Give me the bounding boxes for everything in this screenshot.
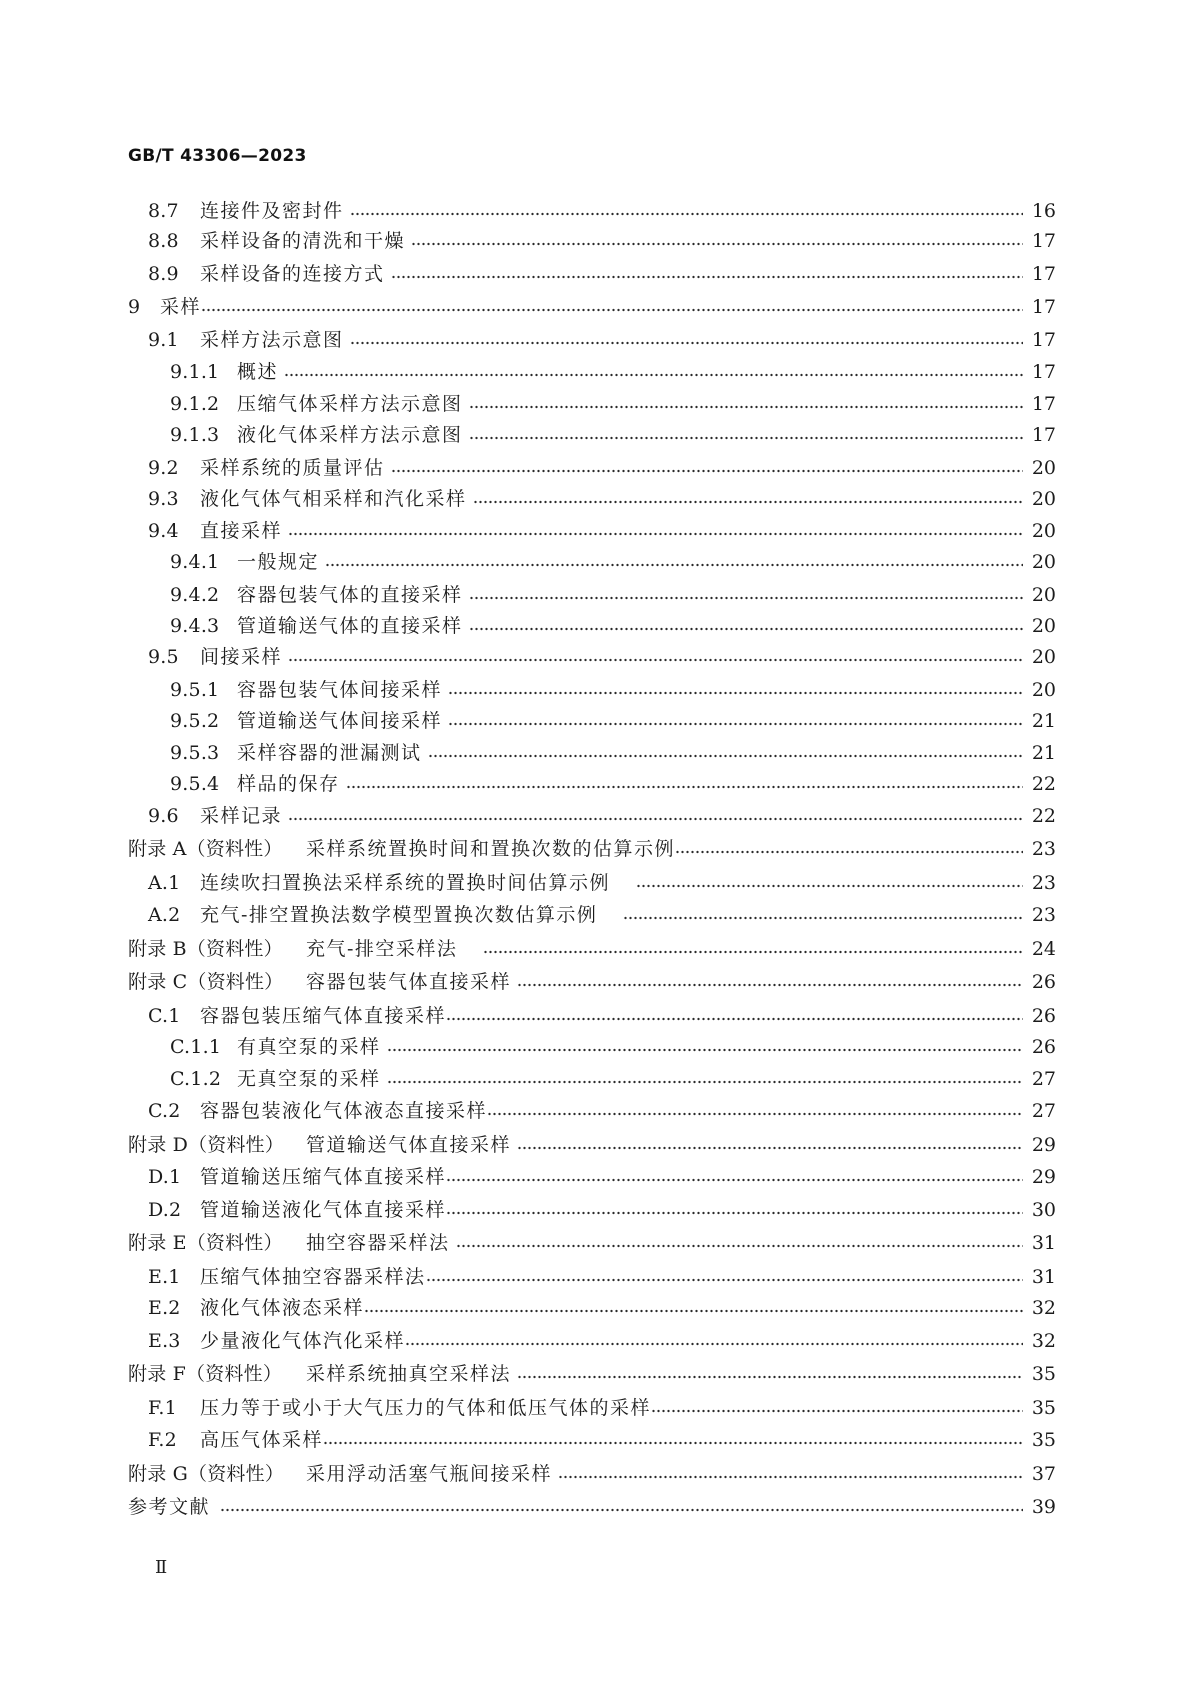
toc-entry-9-5-2[interactable] xyxy=(0,706,1191,736)
toc-entry-title: 管道输送气体直接采样 xyxy=(306,1134,512,1156)
toc-entry-title: 采样记录 xyxy=(200,805,283,827)
toc-entry-title: 采样系统的质量评估 xyxy=(200,457,385,479)
toc-entry-number: C.1 xyxy=(148,1005,181,1027)
toc-entry-page: 26 xyxy=(1031,1005,1056,1027)
leader-dots xyxy=(517,967,1023,997)
toc-entry-title: 直接采样 xyxy=(200,520,283,542)
toc-entry-page: 20 xyxy=(1031,615,1056,637)
toc-entry-title: 样品的保存 xyxy=(237,773,340,795)
toc-entry-e-3[interactable] xyxy=(0,1326,1191,1356)
toc-entry-c-2[interactable] xyxy=(0,1096,1191,1126)
toc-entry-title: 容器包装压缩气体直接采样 xyxy=(200,1005,447,1027)
toc-entry-9-5[interactable] xyxy=(0,642,1191,672)
leader-dots xyxy=(487,1096,1023,1126)
toc-entry-9-4[interactable] xyxy=(0,516,1191,546)
toc-entry-page: 35 xyxy=(1031,1397,1056,1419)
toc-entry-page: 20 xyxy=(1031,488,1056,510)
toc-entry-8-7[interactable] xyxy=(0,196,1191,226)
toc-entry-number: 9.2 xyxy=(148,457,179,479)
toc-entry-title: 连续吹扫置换法采样系统的置换时间估算示例 xyxy=(200,872,611,894)
toc-entry-title: 高压气体采样 xyxy=(200,1429,324,1451)
toc-entry-appendix-a[interactable] xyxy=(0,834,1191,864)
toc-entry-9[interactable] xyxy=(0,292,1191,322)
toc-entry-9-1-3[interactable] xyxy=(0,420,1191,450)
toc-entry-number: A.2 xyxy=(148,904,181,926)
toc-entry-title: 充气-排空置换法数学模型置换次数估算示例 xyxy=(200,904,598,926)
toc-entry-title: 管道输送气体的直接采样 xyxy=(237,615,463,637)
toc-entry-number: C.2 xyxy=(148,1100,181,1122)
toc-entry-page: 20 xyxy=(1031,520,1056,542)
toc-entry-page: 20 xyxy=(1031,551,1056,573)
page-number-footer: Ⅱ xyxy=(155,1557,168,1578)
toc-entry-title: 容器包装气体的直接采样 xyxy=(237,584,463,606)
toc-entry-number: D.2 xyxy=(148,1199,182,1221)
toc-entry-page: 21 xyxy=(1031,710,1056,732)
toc-entry-page: 20 xyxy=(1031,584,1056,606)
toc-entry-page: 24 xyxy=(1031,938,1056,960)
leader-dots xyxy=(469,580,1023,610)
toc-entry-title: 概述 xyxy=(237,361,279,383)
leader-dots xyxy=(428,738,1023,768)
toc-entry-page: 20 xyxy=(1031,646,1056,668)
toc-entry-number: 8.9 xyxy=(148,263,179,285)
toc-entry-title: 无真空泵的采样 xyxy=(237,1068,381,1090)
leader-dots xyxy=(387,1064,1023,1094)
toc-entry-number: 9.1.3 xyxy=(170,424,220,446)
toc-entry-9-1-2[interactable] xyxy=(0,389,1191,419)
toc-entry-appendix-b[interactable] xyxy=(0,934,1191,964)
toc-entry-title: 充气-排空采样法 xyxy=(306,938,458,960)
toc-entry-title: 压缩气体抽空容器采样法 xyxy=(200,1266,426,1288)
toc-entry-9-5-4[interactable] xyxy=(0,769,1191,799)
toc-entry-page: 29 xyxy=(1031,1134,1056,1156)
toc-entry-page: 23 xyxy=(1031,872,1056,894)
toc-entry-page: 27 xyxy=(1031,1100,1056,1122)
toc-entry-page: 32 xyxy=(1031,1330,1056,1352)
toc-entry-page: 31 xyxy=(1031,1266,1056,1288)
toc-entry-number: 9.5.1 xyxy=(170,679,220,701)
toc-entry-number: 附录 E（资料性） xyxy=(128,1232,283,1254)
leader-dots xyxy=(636,868,1023,898)
toc-entry-page: 37 xyxy=(1031,1463,1056,1485)
toc-entry-page: 17 xyxy=(1031,230,1056,252)
toc-entry-8-9[interactable] xyxy=(0,259,1191,289)
leader-dots xyxy=(623,900,1023,930)
toc-entry-title: 容器包装气体间接采样 xyxy=(237,679,443,701)
toc-entry-number: 9.4 xyxy=(148,520,179,542)
toc-entry-page: 22 xyxy=(1031,805,1056,827)
toc-entry-number: E.3 xyxy=(148,1330,181,1352)
leader-dots xyxy=(323,1425,1023,1455)
toc-entry-number: 附录 F（资料性） xyxy=(128,1363,283,1385)
toc-entry-page: 29 xyxy=(1031,1166,1056,1188)
toc-entry-d-2[interactable] xyxy=(0,1195,1191,1225)
toc-entry-8-8[interactable] xyxy=(0,226,1191,256)
toc-entry-number: 9.1 xyxy=(148,329,179,351)
leader-dots xyxy=(446,1195,1023,1225)
toc-entry-title: 少量液化气体汽化采样 xyxy=(200,1330,406,1352)
toc-entry-number: D.1 xyxy=(148,1166,182,1188)
toc-entry-title: 液化气体液态采样 xyxy=(200,1297,365,1319)
leader-dots xyxy=(448,706,1023,736)
toc-entry-title: 采样 xyxy=(160,296,202,318)
leader-dots xyxy=(651,1393,1023,1423)
toc-entry-a-1[interactable] xyxy=(0,868,1191,898)
toc-entry-9-1-1[interactable] xyxy=(0,357,1191,387)
toc-entry-number: 9.4.2 xyxy=(170,584,220,606)
toc-entry-e-2[interactable] xyxy=(0,1293,1191,1323)
toc-entry-9-6[interactable] xyxy=(0,801,1191,831)
toc-entry-page: 21 xyxy=(1031,742,1056,764)
toc-entry-page: 30 xyxy=(1031,1199,1056,1221)
leader-dots xyxy=(288,801,1023,831)
leader-dots xyxy=(675,834,1023,864)
leader-dots xyxy=(325,547,1023,577)
leader-dots xyxy=(220,1492,1023,1522)
toc-entry-title: 液化气体采样方法示意图 xyxy=(237,424,463,446)
toc-entry-number: 附录 G（资料性） xyxy=(128,1463,285,1485)
page-header-standard-number: GB/T 43306—2023 xyxy=(128,146,307,166)
toc-entry-number: 8.7 xyxy=(148,200,179,222)
toc-entry-page: 17 xyxy=(1031,329,1056,351)
toc-entry-title: 采用浮动活塞气瓶间接采样 xyxy=(306,1463,553,1485)
leader-dots xyxy=(446,1001,1023,1031)
toc-entry-number: 9 xyxy=(128,296,141,318)
toc-entry-number: E.2 xyxy=(148,1297,181,1319)
toc-entry-number: 9.1.1 xyxy=(170,361,220,383)
toc-entry-9-3[interactable] xyxy=(0,484,1191,514)
toc-entry-appendix-d[interactable] xyxy=(0,1130,1191,1160)
leader-dots xyxy=(517,1130,1023,1160)
leader-dots xyxy=(469,611,1023,641)
toc-entry-f-1[interactable] xyxy=(0,1393,1191,1423)
toc-entry-page: 35 xyxy=(1031,1429,1056,1451)
toc-entry-title: 采样容器的泄漏测试 xyxy=(237,742,422,764)
toc-entry-title: 采样设备的连接方式 xyxy=(200,263,385,285)
leader-dots xyxy=(405,1326,1023,1356)
leader-dots xyxy=(346,769,1023,799)
toc-entry-title: 管道输送压缩气体直接采样 xyxy=(200,1166,447,1188)
toc-entry-number: 8.8 xyxy=(148,230,179,252)
toc-entry-title: 容器包装液化气体液态直接采样 xyxy=(200,1100,488,1122)
toc-entry-page: 39 xyxy=(1031,1496,1056,1518)
toc-entry-appendix-e[interactable] xyxy=(0,1228,1191,1258)
toc-entry-title: 管道输送液化气体直接采样 xyxy=(200,1199,447,1221)
toc-entry-page: 20 xyxy=(1031,457,1056,479)
toc-entry-c-1[interactable] xyxy=(0,1001,1191,1031)
toc-entry-e-1[interactable] xyxy=(0,1262,1191,1292)
toc-entry-number: F.2 xyxy=(148,1429,177,1451)
toc-entry-page: 27 xyxy=(1031,1068,1056,1090)
toc-entry-number: 9.6 xyxy=(148,805,179,827)
toc-entry-number: 附录 B（资料性） xyxy=(128,938,283,960)
leader-dots xyxy=(473,484,1023,514)
toc-entry-title: 采样设备的清洗和干燥 xyxy=(200,230,406,252)
toc-entry-appendix-c[interactable] xyxy=(0,967,1191,997)
toc-entry-page: 26 xyxy=(1031,971,1056,993)
leader-dots xyxy=(288,516,1023,546)
leader-dots xyxy=(517,1359,1023,1389)
leader-dots xyxy=(387,1032,1023,1062)
toc-entry-page: 23 xyxy=(1031,838,1056,860)
toc-entry-page: 17 xyxy=(1031,393,1056,415)
toc-entry-number: A.1 xyxy=(148,872,181,894)
toc-entry-title: 连接件及密封件 xyxy=(200,200,344,222)
leader-dots xyxy=(483,934,1023,964)
toc-entry-title: 一般规定 xyxy=(237,551,320,573)
toc-entry-f-2[interactable] xyxy=(0,1425,1191,1455)
toc-entry-d-1[interactable] xyxy=(0,1162,1191,1192)
leader-dots xyxy=(350,325,1023,355)
toc-entry-page: 16 xyxy=(1031,200,1056,222)
toc-entry-9-5-1[interactable] xyxy=(0,675,1191,705)
toc-entry-title: 采样系统置换时间和置换次数的估算示例 xyxy=(306,838,676,860)
toc-entry-number: 附录 D（资料性） xyxy=(128,1134,285,1156)
toc-entry-title: 压力等于或小于大气压力的气体和低压气体的采样 xyxy=(200,1397,652,1419)
leader-dots xyxy=(456,1228,1023,1258)
toc-entry-number: C.1.2 xyxy=(170,1068,222,1090)
toc-entry-title: 容器包装气体直接采样 xyxy=(306,971,512,993)
leader-dots xyxy=(284,357,1023,387)
toc-entry-page: 17 xyxy=(1031,263,1056,285)
toc-entry-title: 间接采样 xyxy=(200,646,283,668)
toc-entry-9-4-2[interactable] xyxy=(0,580,1191,610)
toc-entry-9-1[interactable] xyxy=(0,325,1191,355)
toc-entry-9-4-3[interactable] xyxy=(0,611,1191,641)
toc-entry-number: C.1.1 xyxy=(170,1036,222,1058)
toc-entry-title: 采样方法示意图 xyxy=(200,329,344,351)
toc-entry-number: F.1 xyxy=(148,1397,177,1419)
toc-entry-number: 9.5.2 xyxy=(170,710,220,732)
leader-dots xyxy=(469,420,1023,450)
leader-dots xyxy=(201,292,1023,322)
leader-dots xyxy=(448,675,1023,705)
toc-entry-number: 9.5.3 xyxy=(170,742,220,764)
toc-entry-title: 抽空容器采样法 xyxy=(306,1232,450,1254)
toc-entry-page: 35 xyxy=(1031,1363,1056,1385)
toc-entry-title: 采样系统抽真空采样法 xyxy=(306,1363,512,1385)
leader-dots xyxy=(391,259,1023,289)
toc-entry-number: 9.5 xyxy=(148,646,179,668)
leader-dots xyxy=(426,1262,1023,1292)
leader-dots xyxy=(288,642,1023,672)
leader-dots xyxy=(350,196,1023,226)
toc-entry-page: 31 xyxy=(1031,1232,1056,1254)
toc-entry-a-2[interactable] xyxy=(0,900,1191,930)
toc-entry-page: 20 xyxy=(1031,679,1056,701)
toc-entry-number: E.1 xyxy=(148,1266,181,1288)
toc-entry-page: 32 xyxy=(1031,1297,1056,1319)
toc-entry-number: 9.5.4 xyxy=(170,773,220,795)
toc-entry-page: 17 xyxy=(1031,424,1056,446)
leader-dots xyxy=(469,389,1023,419)
toc-entry-page: 26 xyxy=(1031,1036,1056,1058)
leader-dots xyxy=(391,453,1023,483)
toc-entry-number: 9.3 xyxy=(148,488,179,510)
toc-entry-page: 17 xyxy=(1031,296,1056,318)
toc-entry-9-5-3[interactable] xyxy=(0,738,1191,768)
toc-entry-references[interactable] xyxy=(0,1492,1191,1522)
toc-entry-number: 附录 A（资料性） xyxy=(128,838,283,860)
leader-dots xyxy=(364,1293,1023,1323)
toc-entry-c-1-1[interactable] xyxy=(0,1032,1191,1062)
toc-entry-page: 23 xyxy=(1031,904,1056,926)
leader-dots xyxy=(446,1162,1023,1192)
leader-dots xyxy=(558,1459,1023,1489)
toc-entry-title: 压缩气体采样方法示意图 xyxy=(237,393,463,415)
leader-dots xyxy=(411,226,1023,256)
toc-entry-c-1-2[interactable] xyxy=(0,1064,1191,1094)
toc-entry-number: 9.4.3 xyxy=(170,615,220,637)
toc-entry-number: 附录 C（资料性） xyxy=(128,971,284,993)
toc-entry-title: 液化气体气相采样和汽化采样 xyxy=(200,488,467,510)
toc-entry-title: 有真空泵的采样 xyxy=(237,1036,381,1058)
toc-entry-9-4-1[interactable] xyxy=(0,547,1191,577)
toc-entry-page: 22 xyxy=(1031,773,1056,795)
toc-entry-title: 管道输送气体间接采样 xyxy=(237,710,443,732)
toc-entry-title: 参考文献 xyxy=(128,1496,211,1518)
toc-entry-number: 9.4.1 xyxy=(170,551,220,573)
toc-entry-page: 17 xyxy=(1031,361,1056,383)
toc-entry-9-2[interactable] xyxy=(0,453,1191,483)
toc-entry-appendix-f[interactable] xyxy=(0,1359,1191,1389)
toc-entry-appendix-g[interactable] xyxy=(0,1459,1191,1489)
toc-entry-number: 9.1.2 xyxy=(170,393,220,415)
